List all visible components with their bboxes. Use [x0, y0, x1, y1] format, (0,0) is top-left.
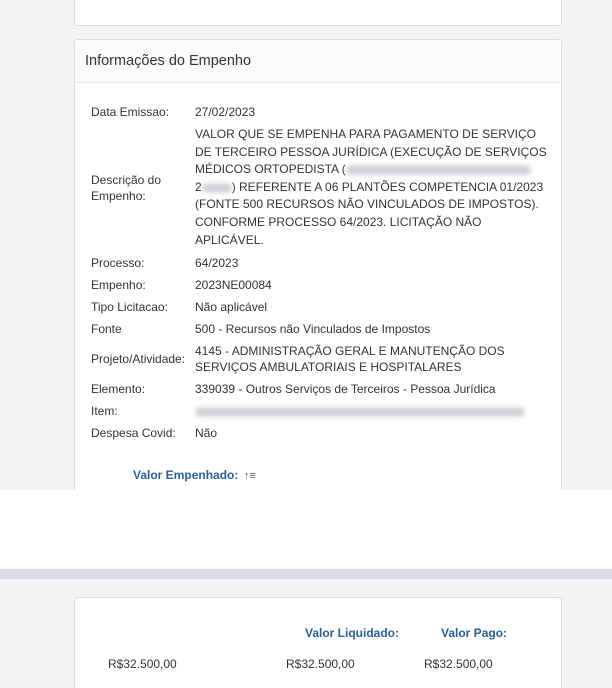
- valor-empenhado-header[interactable]: [133, 468, 256, 482]
- field-value: Não aplicável: [195, 300, 268, 315]
- valor-liquidado-header[interactable]: Valor Liquidado:: [305, 626, 400, 640]
- screenshot-bottom: [0, 579, 612, 688]
- redacted-text: [195, 407, 525, 417]
- field-value: 27/02/2023: [195, 105, 256, 119]
- field-value: [195, 126, 551, 249]
- desc-line-text: MÉDICOS ORTOPEDISTA (: [195, 162, 346, 177]
- valor-empenhado-amount: R$32.500,00: [108, 657, 177, 671]
- field-value: 64/2023: [195, 256, 239, 271]
- field-elemento: [91, 381, 551, 397]
- section-title: Informações do Empenho: [85, 53, 252, 69]
- desc-line: DE TERCEIRO PESSOA JURÍDICA (EXECUÇÃO DE SERVIÇOS: [195, 144, 547, 159]
- field-despesa-covid: [91, 425, 551, 441]
- field-tipo-licitacao: [91, 299, 551, 315]
- field-value: 500 - Recursos não Vinculados de Impostos: [195, 322, 431, 337]
- valor-pago-header[interactable]: Valor Pago:: [441, 626, 508, 640]
- column-header-label: Valor Empenhado:: [133, 468, 239, 482]
- screenshot-gap: [0, 490, 612, 566]
- field-empenho: [91, 277, 551, 293]
- field-projeto-atividade: [91, 343, 551, 375]
- field-label: Empenho:: [91, 278, 146, 293]
- field-value: 2023NE00084: [195, 278, 272, 293]
- field-fonte: [91, 321, 551, 337]
- field-label: Data Emissao:: [91, 105, 170, 119]
- field-label: Processo:: [91, 256, 145, 271]
- card-header: [75, 40, 561, 83]
- desc-line: CONFORME PROCESSO 64/2023. LICITAÇÃO NÃO: [195, 214, 482, 229]
- redacted-text: [346, 165, 531, 175]
- desc-line: [195, 161, 551, 179]
- desc-line-text: ) REFERENTE A 06 PLANTÕES COMPETENCIA 01/2023: [231, 179, 544, 194]
- field-value: [195, 403, 551, 419]
- redacted-text: [202, 183, 232, 193]
- desc-line: APLICÁVEL.: [195, 232, 264, 247]
- field-data-emissao: [91, 104, 551, 120]
- sort-icon[interactable]: ↑≡: [243, 470, 256, 482]
- field-value: Não: [195, 426, 218, 441]
- field-label: Projeto/Atividade:: [91, 352, 186, 367]
- empenho-info-card: [74, 39, 562, 490]
- field-value: 339039 - Outros Serviços de Terceiros - Pessoa Jurídica: [195, 382, 496, 397]
- valor-liquidado-amount: R$32.500,00: [286, 657, 355, 671]
- value-line: SERVIÇOS AMBULATORIAIS E HOSPITALARES: [195, 360, 462, 375]
- desc-line: VALOR QUE SE EMPENHA PARA PAGAMENTO DE SERVIÇO: [195, 127, 536, 141]
- field-label: Item:: [91, 404, 118, 419]
- desc-line-text: 2: [195, 179, 202, 194]
- field-label: Despesa Covid:: [91, 426, 176, 441]
- empenho-fields: [91, 104, 551, 447]
- field-value: [195, 343, 551, 375]
- field-item: [91, 403, 551, 419]
- desc-line: (FONTE 500 RECURSOS NÃO VINCULADOS DE IMPOSTOS).: [195, 197, 539, 212]
- previous-card: [74, 0, 562, 26]
- valores-card: [74, 597, 562, 688]
- desc-line: [195, 179, 551, 197]
- value-line: 4145 - ADMINISTRAÇÃO GERAL E MANUTENÇÃO DOS: [195, 344, 505, 359]
- field-label: Fonte: [91, 322, 122, 337]
- field-label: Descrição do Empenho:: [91, 172, 162, 203]
- valor-pago-amount: R$32.500,00: [424, 657, 493, 671]
- field-processo: [91, 255, 551, 271]
- field-label: Tipo Licitacao:: [91, 300, 168, 315]
- screenshot-divider: [0, 569, 612, 579]
- field-descricao: [91, 126, 551, 249]
- field-label: Elemento:: [91, 382, 146, 397]
